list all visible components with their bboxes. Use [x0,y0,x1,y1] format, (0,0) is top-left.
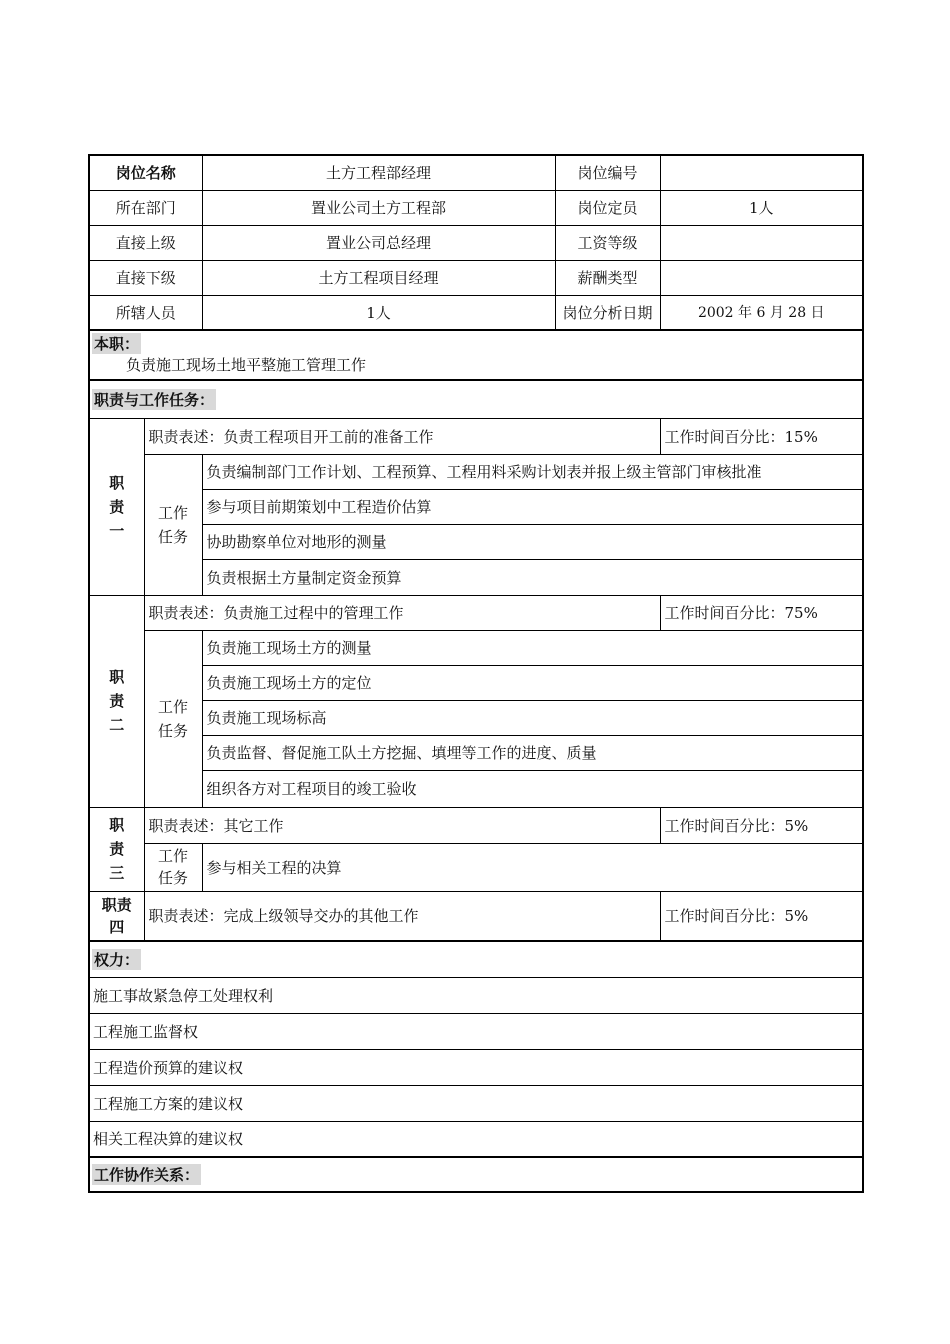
duty-2-task-row [89,770,863,807]
quota-value: 1人 [660,190,863,225]
post-name-label: 岗位名称 [89,155,202,190]
cooperation-heading-cell [89,1157,863,1192]
benzhi-body-row [89,354,863,380]
duty-2-task-5: 组织各方对工程项目的竣工验收 [202,770,863,807]
subordinate-value: 土方工程项目经理 [202,260,555,295]
duty-1-task-row [89,489,863,524]
benzhi-heading-cell [89,330,863,354]
power-row [89,1085,863,1121]
powers-heading: 权力： [94,950,140,969]
duty-3-label: 职 责 三 [89,807,144,891]
duty-3-task-row [89,843,863,891]
duties-heading: 职责与工作任务： [94,390,215,409]
dept-label: 所在部门 [89,190,202,225]
subordinate-label: 直接下级 [89,260,202,295]
duty-1-task-label: 工作 任务 [144,454,202,595]
header-row-staff [89,295,863,330]
benzhi-heading: 本职： [94,335,140,353]
post-no-value [660,155,863,190]
power-item-3: 工程造价预算的建议权 [89,1049,863,1085]
duty-3-task-1: 参与相关工程的决算 [202,843,863,891]
superior-label: 直接上级 [89,225,202,260]
duties-heading-row [89,380,863,418]
job-description-table [88,154,864,1193]
duty-1-task-3: 协助勘察单位对地形的测量 [202,524,863,559]
duty-4-description: 职责表述：完成上级领导交办的其他工作 [144,891,660,941]
powers-heading-cell [89,941,863,977]
duty-1-task-4: 负责根据土方量制定资金预算 [202,559,863,595]
duties-heading-cell [89,380,863,418]
dept-value: 置业公司土方工程部 [202,190,555,225]
power-row [89,1049,863,1085]
wage-value [660,225,863,260]
duty-2-description: 职责表述：负责施工过程中的管理工作 [144,595,660,630]
benzhi-text: 负责施工现场土地平整施工管理工作 [89,354,863,380]
duty-2-task-3: 负责施工现场标高 [202,700,863,735]
duty-1-description: 职责表述：负责工程项目开工前的准备工作 [144,418,660,454]
wage-label: 工资等级 [555,225,660,260]
cooperation-heading-row [89,1157,863,1192]
power-item-2: 工程施工监督权 [89,1013,863,1049]
duty-2-task-label: 工作 任务 [144,630,202,807]
header-row-post-name [89,155,863,190]
power-row [89,977,863,1013]
duty-2-task-2: 负责施工现场土方的定位 [202,665,863,700]
post-name-value: 土方工程部经理 [202,155,555,190]
superior-value: 置业公司总经理 [202,225,555,260]
post-no-label: 岗位编号 [555,155,660,190]
header-row-subordinate [89,260,863,295]
benzhi-head-row [89,330,863,354]
duty-2-label: 职 责 二 [89,595,144,807]
power-item-4: 工程施工方案的建议权 [89,1085,863,1121]
power-item-5: 相关工程决算的建议权 [89,1121,863,1157]
quota-label: 岗位定员 [555,190,660,225]
duty-3-time: 工作时间百分比：5% [660,807,863,843]
duty-1-desc-row [89,418,863,454]
duty-1-task-row [89,524,863,559]
staff-label: 所辖人员 [89,295,202,330]
header-row-dept [89,190,863,225]
duty-4-desc-row [89,891,863,941]
duty-4-label: 职责 四 [89,891,144,941]
duty-2-task-4: 负责监督、督促施工队土方挖掘、填埋等工作的进度、质量 [202,735,863,770]
duty-2-task-row [89,735,863,770]
job-description-sheet [88,154,862,1193]
duty-4-time: 工作时间百分比：5% [660,891,863,941]
power-row [89,1013,863,1049]
cooperation-heading: 工作协作关系： [94,1166,200,1184]
duty-1-task-row [89,454,863,489]
staff-value: 1人 [202,295,555,330]
duty-3-desc-row [89,807,863,843]
duty-1-time: 工作时间百分比：15% [660,418,863,454]
duty-2-task-row [89,630,863,665]
analysis-date-label: 岗位分析日期 [555,295,660,330]
duty-2-time: 工作时间百分比：75% [660,595,863,630]
header-row-superior [89,225,863,260]
duty-1-task-row [89,559,863,595]
duty-2-desc-row [89,595,863,630]
duty-3-task-label: 工作 任务 [144,843,202,891]
duty-3-description: 职责表述：其它工作 [144,807,660,843]
duty-2-task-row [89,700,863,735]
duty-1-task-2: 参与项目前期策划中工程造价估算 [202,489,863,524]
duty-2-task-row [89,665,863,700]
power-item-1: 施工事故紧急停工处理权利 [89,977,863,1013]
duty-1-task-1: 负责编制部门工作计划、工程预算、工程用料采购计划表并报上级主管部门审核批准 [202,454,863,489]
analysis-date-value: 2002 年 6 月 28 日 [660,295,863,330]
powers-heading-row [89,941,863,977]
duty-1-label: 职 责 一 [89,418,144,595]
salary-value [660,260,863,295]
duty-2-task-1: 负责施工现场土方的测量 [202,630,863,665]
power-row [89,1121,863,1157]
salary-label: 薪酬类型 [555,260,660,295]
